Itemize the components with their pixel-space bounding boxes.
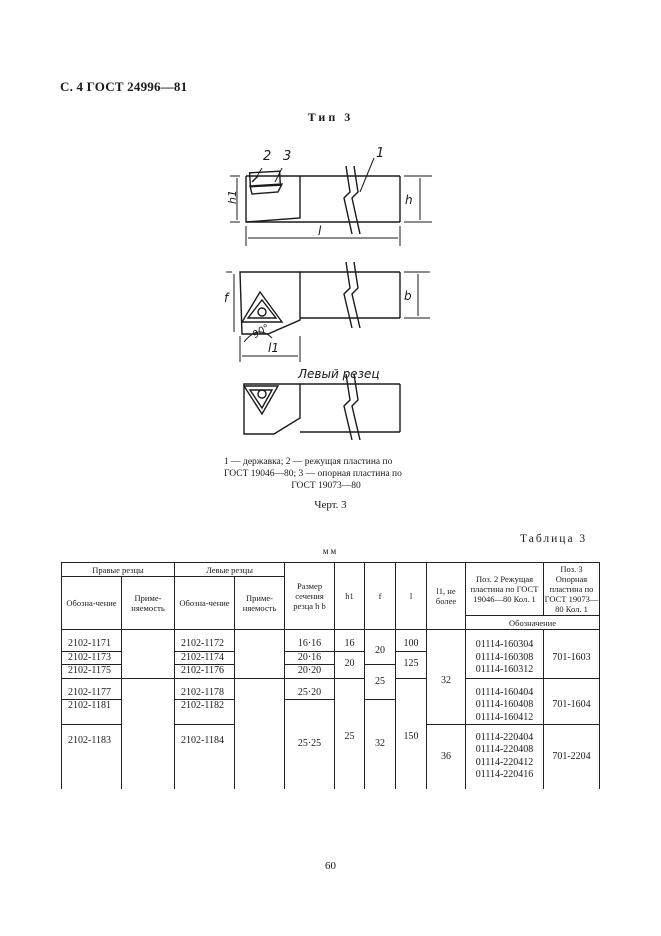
table-cell: 2102-1171 (62, 638, 122, 651)
plate-code: 01114-160312 (475, 664, 534, 675)
plates-a (466, 638, 544, 678)
b-label: b (404, 289, 412, 303)
table-cell: 20·20 (285, 665, 335, 679)
header-section: Размер сечения резца h b (285, 563, 335, 630)
table-cell: 2102-1178 (175, 687, 235, 700)
caption-line-3: ГОСТ 19073—80 (291, 481, 361, 491)
table-cell: 25 (335, 687, 365, 789)
pos1-label: 1 (376, 146, 385, 161)
table-cell: 2102-1183 (62, 725, 122, 789)
figure-label: Черт. 3 (314, 499, 347, 511)
plate-code: 01114-160412 (475, 711, 534, 723)
plate-code: 01114-220404 (475, 731, 534, 743)
h-label: h (405, 193, 413, 207)
header-left-designation: Обозна-чение (175, 577, 235, 630)
f-label: f (224, 291, 229, 305)
units-label: мм (322, 546, 339, 556)
header-left-applicability: Приме-няемость (235, 577, 285, 630)
table-label: Таблица 3 (520, 533, 588, 545)
table-cell: 25·25 (285, 700, 335, 789)
header-right-designation: Обозна-чение (62, 577, 122, 630)
header-designation: Обозначение (466, 616, 600, 630)
type-title: Тип 3 (307, 110, 354, 124)
plate-code: 01114-160308 (475, 651, 534, 663)
table-cell: 25·20 (285, 687, 335, 700)
plate-code: 01114-160304 (475, 639, 534, 650)
header-l: l (396, 563, 427, 630)
table-cell: 16 (335, 638, 365, 651)
table-cell: 20·16 (285, 651, 335, 665)
table-cell: 701-1604 (544, 687, 600, 725)
figure-caption (224, 456, 428, 492)
header-f: f (365, 563, 396, 630)
left-cutter-label: Левый резец (298, 367, 380, 381)
table-cell: 32 (365, 700, 396, 789)
table-cell: 2102-1173 (62, 651, 122, 665)
angle-label: 90° (250, 322, 272, 342)
l1-label: l1 (268, 341, 279, 355)
table-cell: 125 (396, 651, 427, 678)
header-h1: h1 (335, 563, 365, 630)
header-pos2: Поз. 2 Режущая пластина по ГОСТ 19046—80 Кол. 1 (466, 563, 544, 616)
plate-code: 01114-160408 (475, 699, 534, 710)
l-label: l (318, 224, 322, 238)
header-right-applicability: Приме-няемость (122, 577, 175, 630)
spec-table (61, 562, 600, 789)
pos2-label: 2 (263, 149, 272, 164)
table-cell: 36 (427, 725, 466, 789)
table-cell: 701-1603 (544, 638, 600, 678)
header-l1: l1, не более (427, 563, 466, 630)
page-number: 60 (325, 860, 336, 872)
table-cell: 20 (365, 638, 396, 665)
table-cell: 16·16 (285, 638, 335, 651)
table-cell: 2102-1177 (62, 687, 122, 700)
plates-b (466, 687, 544, 725)
page-header: С. 4 ГОСТ 24996—81 (60, 79, 188, 94)
table-cell: 701-2204 (544, 725, 600, 789)
table-cell: 2102-1174 (175, 651, 235, 665)
table-cell: 2102-1175 (62, 665, 122, 679)
table-cell: 32 (427, 638, 466, 725)
table-cell: 2102-1181 (62, 700, 122, 725)
table-cell: 150 (396, 687, 427, 789)
header-pos3: Поз. 3 Опорная пластина по ГОСТ 19073—80 Кол. 1 (544, 564, 599, 614)
table-cell: 20 (335, 651, 365, 678)
table-cell: 2102-1184 (175, 725, 235, 789)
header-right-cutters: Правые резцы (62, 563, 175, 577)
table-cell: 2102-1182 (175, 700, 235, 725)
plate-code: 01114-160404 (475, 686, 534, 698)
plates-c (466, 725, 544, 789)
plate-code: 01114-220408 (475, 744, 534, 756)
plate-code: 01114-220412 (475, 756, 534, 768)
h1-label: h1 (226, 190, 239, 204)
pos3-label: 3 (283, 149, 292, 164)
header-left-cutters: Левые резцы (175, 563, 285, 577)
table-cell: 25 (365, 665, 396, 700)
plate-code: 01114-220416 (475, 769, 534, 781)
caption-line-1: 1 — державка; 2 — режущая пластина по (224, 457, 393, 467)
caption-line-2: ГОСТ 19046—80; 3 — опорная пластина по (224, 469, 402, 479)
table-cell: 2102-1176 (175, 665, 235, 679)
table-cell: 2102-1172 (175, 638, 235, 651)
table-cell: 100 (396, 638, 427, 651)
